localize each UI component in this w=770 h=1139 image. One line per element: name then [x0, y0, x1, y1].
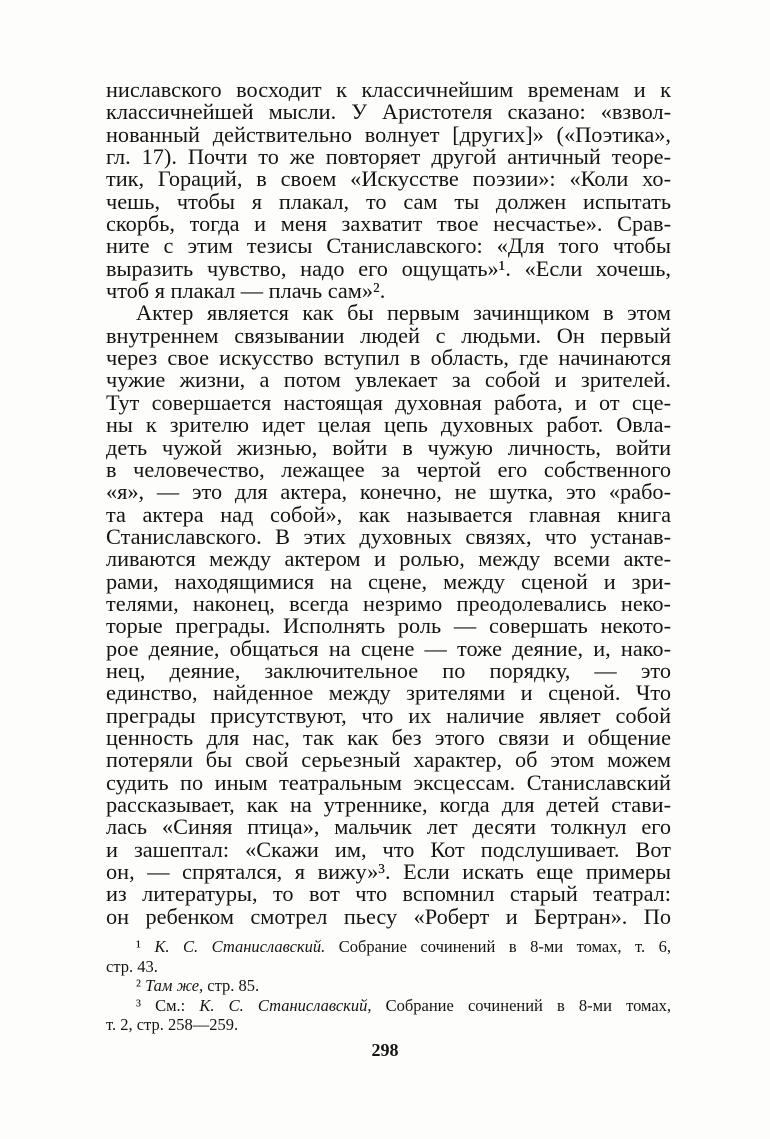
text-line: та актера над собой», как называется главная книга [106, 501, 671, 527]
footnote-mark: ³ [136, 995, 141, 1015]
text-line: внутреннем связывании людей с людьми. Он первый [106, 322, 671, 348]
text-line: единство, найденное между зрителями и сценой. Что [106, 680, 671, 706]
footnote-3-cont: т. 2, стр. 258—259. [106, 1015, 239, 1035]
page-number: 298 [371, 1040, 399, 1060]
footnote-text: Собрание сочинений в 8-ми томах, т. 6, [338, 937, 671, 956]
footnote-author: Там же, [145, 976, 204, 996]
text-line: торые преграды. Исполнять роль — совершать некото- [106, 613, 671, 639]
footnote-mark: ² [136, 976, 141, 996]
text-line: Актер является как бы первым зачинщиком в этом [136, 300, 671, 326]
footnote-3 [106, 996, 671, 1016]
text-line: ны к зрителю идет целая цепь духовных работ. Овла- [106, 412, 671, 438]
text-line: тик, Гораций, в своем «Искусстве поэзии»: «Коли хо- [106, 166, 671, 192]
text-line: чужие жизни, а потом увлекает за собой и зрителей. [106, 367, 671, 393]
text-line: деть чужой жизнью, войти в чужую личность, войти [106, 434, 671, 460]
text-line: Станиславского. В этих духовных связях, что устанав- [106, 523, 671, 549]
text-line: нованный действительно волнует [других]» («Поэтика», [106, 121, 671, 147]
footnote-1-cont: стр. 43. [106, 956, 158, 976]
text-line: «я», — это для актера, конечно, не шутка, это «рабо- [106, 479, 671, 505]
text-line: потеряли бы свой серьезный характер, об этом можем [106, 747, 671, 773]
text-line: ниславского восходит к классичнейшим временам и к [106, 77, 671, 102]
text-line: гл. 17). Почти то же повторяет другой античный теоре- [106, 144, 671, 170]
text-line: нец, деяние, заключительное по порядку, — это [106, 657, 671, 683]
text-line: он ребенком смотрел пьесу «Роберт и Бертран». По [106, 903, 671, 929]
footnote-text: Собрание сочинений в 8-ми томах, [385, 995, 672, 1015]
text-line: классичнейшей мысли. У Аристотеля сказано: «взвол- [106, 99, 671, 125]
text-line: из литературы, то вот что вспомнил старый театрал: [106, 881, 671, 907]
text-line: ценность для нас, так как без этого связи и общение [106, 724, 671, 750]
text-line: он, — спрятался, я вижу»³. Если искать еще примеры [106, 859, 671, 885]
text-line: телями, наконец, всегда незримо преодолевались неко- [106, 590, 671, 616]
footnote-1 [106, 937, 671, 957]
text-line: в человечество, лежащее за чертой его собственного [106, 456, 671, 482]
text-line: чешь, чтобы я плакал, то сам ты должен испытать [106, 188, 671, 214]
text-line: рое деяние, общаться на сцене — тоже деяние, и, нако- [106, 635, 671, 661]
text-line: рассказывает, как на утреннике, когда для детей стави- [106, 792, 671, 817]
text-line: рами, находящимися на сцене, между сценой и зри- [106, 568, 671, 594]
body-text [106, 79, 671, 928]
text-line: судить по иным театральным эксцессам. Станиславский [106, 769, 671, 795]
footnote-prefix: См.: [155, 995, 186, 1015]
text-line: лась «Синяя птица», мальчик лет десяти толкнул его [106, 814, 671, 840]
text-line: выразить чувство, надо его ощущать»¹. «Если хочешь, [106, 255, 671, 281]
text-line: Тут совершается настоящая духовная работа, и от сце- [106, 389, 671, 415]
text-line: преграды присутствуют, что их наличие являет собой [106, 702, 671, 728]
text-line: чтоб я плакал — плачь сам»². [106, 278, 386, 304]
text-line: скорбь, тогда и меня захватит твое несчастье». Срав- [106, 211, 671, 237]
footnote-mark: ¹ [136, 937, 141, 956]
footnote-author: К. С. Станиславский. [154, 937, 326, 956]
text-line: ните с этим тезисы Станиславского: «Для того чтобы [106, 233, 671, 259]
footnote-text: стр. 85. [207, 976, 260, 996]
footnote-author: К. С. Станиславский, [199, 995, 372, 1015]
text-line: через свое искусство вступил в область, где начинаются [106, 345, 671, 371]
text-line: ливаются между актером и ролью, между всеми акте- [106, 546, 671, 572]
footnote-2 [106, 976, 671, 996]
footnotes [106, 937, 671, 1035]
text-line: и зашептал: «Скажи им, что Кот подслушивает. Вот [106, 836, 671, 862]
